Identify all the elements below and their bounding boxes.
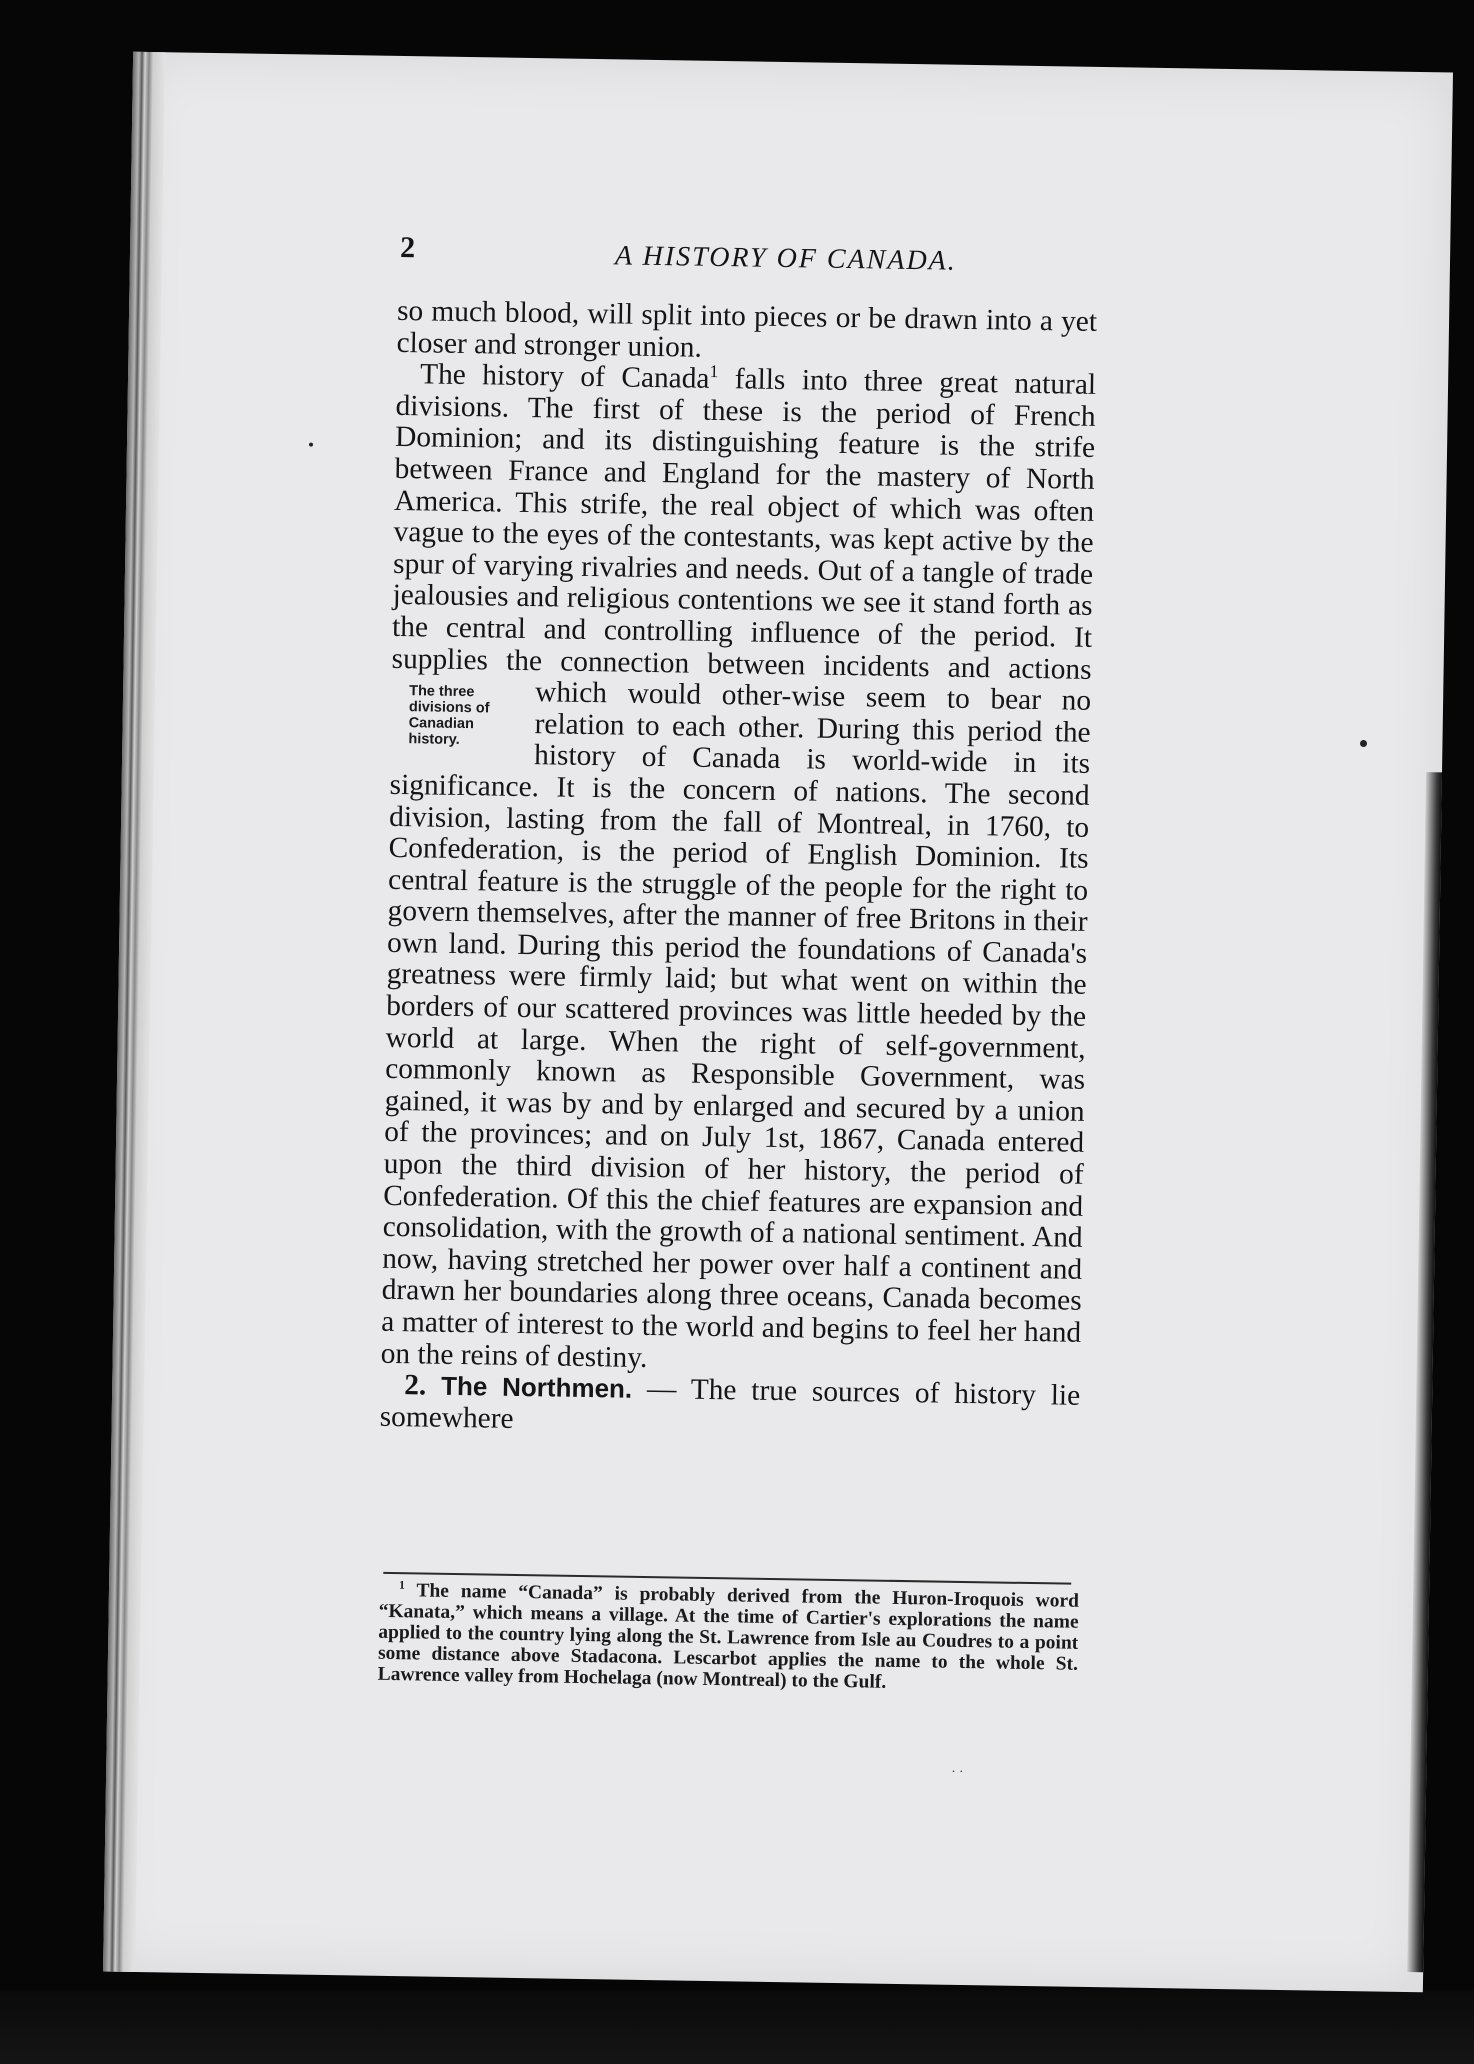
section-number: 2. [403,1369,427,1402]
page-right-edge-shadow [1407,772,1442,1972]
section-heading: The Northmen. [440,1370,633,1404]
paragraph-text-continued: wise seem to bear no relation to each other. During this period the history of Canada is world-wide in its significance. It is the concern of nations. The second division, lasting from the fall of Montreal, in 1760, to Confederation, is the period of English Dominion. Its central feature is the struggle of the people for the right to govern themselves, after the manner of free Britons in their own land. During this period the foundations of Canada's greatness were firmly laid; but what went on within the borders of our scattered provinces was little heeded by the world at large. When the right of self-government, commonly known as Responsible Government, was gained, it was by and by enlarged and secured by a union of the provinces; and on July 1st, 1867, Canada entered upon the third division of her history, the period of Confederation. Of this the chief features are expansion and consolidation, with the growth of a national sentiment. And now, having stretched her power over half a continent and drawn her boundaries along three oceans, Canada becomes a matter of interest to the world and begins to feel her hand on the reins of destiny. [380,680,1092,1374]
section-paragraph [379,1370,1080,1444]
side-note-line: Canadian [408,715,475,733]
running-header [400,231,1101,292]
side-note-line: history. [408,731,460,749]
side-note-line: The three [409,683,475,701]
page-binding-edge [103,52,165,1972]
scan-specks: ·· [951,1764,967,1781]
page-number: 2 [399,230,416,265]
scan-speck [309,443,313,447]
paragraph-continuation: so much blood, will split into pieces or be drawn into a yet closer and stronger union. [396,294,1098,364]
footnote-reference: 1 [709,361,719,382]
scanner-bed-shadow [0,1990,1474,2064]
footnote-text: The name “Canada” is probably derived from the Huron-Iroquois word “Kanata,” which means a village. At the time of Cartier's explorations the name applied to the country lying along the St. Lawrence from Isle au Coudres to a point some distance above Stadacona. Lescarbot applies the name to the whole St. Lawrence valley from Hochelaga (now Montreal) to the Gulf. [377,1580,1080,1693]
book-title: A HISTORY OF CANADA. [614,240,958,277]
paragraph-text: falls into three great natural divisions. The first of these is the period of French Dominion; and its distinguishing feature is the strife between France and England for the mastery of North America. This strife, the real object of which was often vague to the eyes of the contestants, was kept active by the spur of varying rivalries and needs. Out of a tangle of trade jealousies and religious contentions we see it stand forth as the central and controlling influence of the period. It supplies the connection between incidents and actions which would other- [391,363,1097,713]
book-page [103,52,1453,1992]
section-text: — The true sources of history lie somewhere [379,1372,1081,1435]
side-note [384,683,525,749]
side-note-line: divisions of [408,699,490,717]
scan-speck [1360,740,1367,747]
paragraph-divisions [380,359,1096,1381]
body-text [379,296,1097,1444]
footnote-marker: 1 [399,1578,406,1592]
paragraph-text-lead: The history of Canada [419,358,710,396]
footnote [378,1580,1080,1696]
